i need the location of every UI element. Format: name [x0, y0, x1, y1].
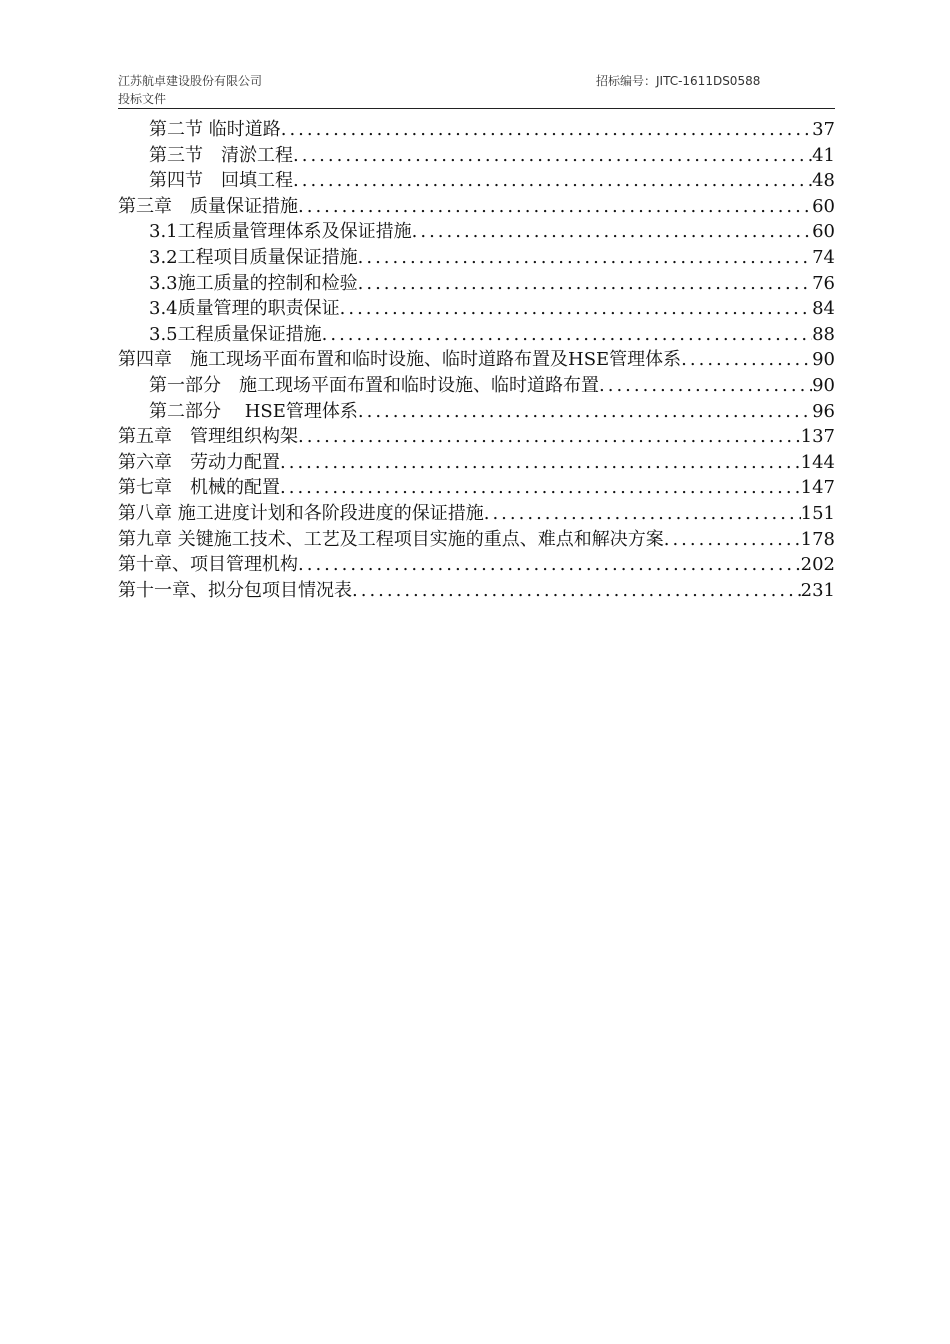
toc-entry-page: 41	[812, 144, 835, 166]
toc-entry[interactable]	[118, 450, 835, 476]
toc-entry-page: 37	[812, 119, 835, 140]
toc-entry[interactable]	[118, 347, 835, 373]
toc-entry-page: 96	[812, 400, 835, 422]
toc-entry-label: 第五章 管理组织构架	[118, 426, 298, 448]
toc-entry-label: 第四节 回填工程	[149, 170, 293, 192]
toc-leader-dots	[599, 373, 812, 399]
toc-leader-dots	[358, 271, 812, 297]
toc-entry-label: 第十一章、拟分包项目情况表	[118, 579, 352, 601]
toc-leader-dots	[322, 322, 812, 348]
toc-entry-page: 74	[812, 246, 835, 268]
toc-entry-label: 3.5工程质量保证措施	[149, 323, 322, 345]
toc-entry-page: 48	[812, 170, 835, 192]
toc-leader-dots	[281, 117, 812, 143]
toc-entry-page: 76	[812, 272, 835, 294]
toc-entry-label: 3.4质量管理的职责保证	[149, 298, 340, 320]
toc-leader-dots	[358, 245, 812, 271]
toc-entry[interactable]	[118, 527, 835, 553]
toc-entry-label: 第十章、项目管理机构	[118, 554, 298, 576]
toc-entry-label: 3.3施工质量的控制和检验	[149, 272, 358, 294]
toc-entry-page: 178	[800, 528, 835, 550]
toc-entry[interactable]	[118, 271, 835, 297]
toc-leader-dots	[280, 475, 801, 501]
toc-leader-dots	[298, 424, 801, 450]
toc-leader-dots	[293, 168, 812, 194]
toc-leader-dots	[298, 194, 812, 220]
toc-entry-page: 90	[812, 349, 835, 371]
toc-entry[interactable]	[118, 501, 835, 527]
toc-leader-dots	[484, 501, 801, 527]
toc-entry[interactable]	[118, 322, 835, 348]
toc-entry-page: 151	[800, 502, 835, 524]
document-type: 投标文件	[118, 92, 167, 106]
toc-entry[interactable]	[118, 424, 835, 450]
toc-leader-dots	[298, 552, 801, 578]
page-header	[118, 70, 835, 109]
toc-entry-label: 第三节 清淤工程	[149, 144, 293, 166]
toc-entry-label: 第八章 施工进度计划和各阶段进度的保证措施	[118, 502, 484, 524]
toc-entry[interactable]	[118, 245, 835, 271]
toc-entry-page: 147	[800, 477, 835, 499]
toc-entry[interactable]	[118, 194, 835, 220]
toc-entry-page: 60	[812, 221, 835, 243]
toc-entry-label: 第二节 临时道路	[149, 119, 281, 140]
toc-leader-dots	[681, 347, 812, 373]
toc-leader-dots	[358, 399, 812, 425]
toc-entry-label: 3.1工程质量管理体系及保证措施	[149, 221, 412, 243]
toc-leader-dots	[280, 450, 801, 476]
company-name: 江苏航卓建设股份有限公司	[118, 74, 263, 88]
toc-entry-page: 202	[800, 554, 835, 576]
table-of-contents	[118, 117, 835, 603]
toc-entry-page: 144	[800, 451, 835, 473]
toc-entry[interactable]	[118, 399, 835, 425]
toc-leader-dots	[664, 527, 801, 553]
toc-leader-dots	[293, 143, 812, 169]
toc-entry[interactable]	[118, 578, 835, 604]
toc-entry-label: 第七章 机械的配置	[118, 477, 280, 499]
toc-entry-label: 3.2工程项目质量保证措施	[149, 246, 358, 268]
toc-leader-dots	[412, 219, 812, 245]
toc-leader-dots	[352, 578, 801, 604]
toc-entry[interactable]	[118, 552, 835, 578]
toc-entry[interactable]	[118, 219, 835, 245]
toc-leader-dots	[340, 296, 812, 322]
toc-entry-page: 90	[812, 374, 835, 396]
toc-entry[interactable]	[118, 475, 835, 501]
toc-entry-page: 231	[800, 579, 835, 601]
toc-entry-page: 60	[812, 195, 835, 217]
toc-entry-label: 第二部分 HSE管理体系	[149, 400, 358, 422]
bid-number: 招标编号：JITC-1611DS0588	[596, 74, 761, 88]
toc-entry-page: 137	[800, 426, 835, 448]
toc-entry-page: 84	[812, 298, 835, 320]
toc-entry-label: 第九章 关键施工技术、工艺及工程项目实施的重点、难点和解决方案	[118, 528, 664, 550]
toc-entry[interactable]	[118, 296, 835, 322]
toc-entry[interactable]	[118, 168, 835, 194]
toc-entry-label: 第三章 质量保证措施	[118, 195, 298, 217]
toc-entry-page: 88	[812, 323, 835, 345]
toc-entry[interactable]	[118, 117, 835, 143]
toc-entry-label: 第四章 施工现场平面布置和临时设施、临时道路布置及HSE管理体系	[118, 349, 682, 371]
toc-entry[interactable]	[118, 143, 835, 169]
toc-entry-label: 第六章 劳动力配置	[118, 451, 280, 473]
toc-entry[interactable]	[118, 373, 835, 399]
toc-entry-label: 第一部分 施工现场平面布置和临时设施、临时道路布置	[149, 374, 599, 396]
